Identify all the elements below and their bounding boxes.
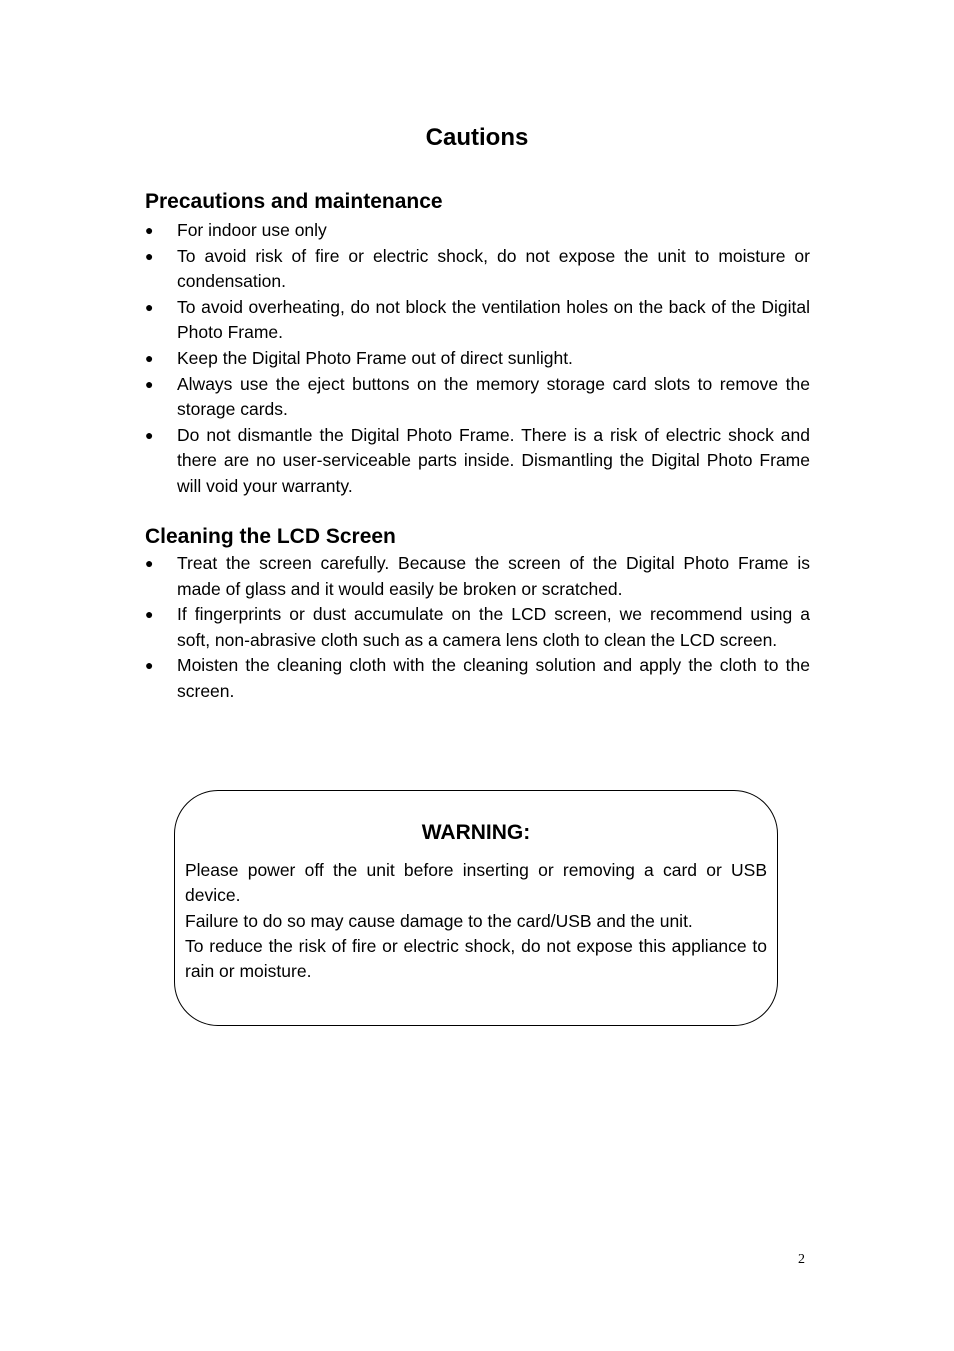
cleaning-list [145, 551, 810, 705]
warning-line: Failure to do so may cause damage to the card/USB and the unit. [185, 910, 693, 931]
warning-box [174, 790, 778, 1026]
section-heading-cleaning: Cleaning the LCD Screen [145, 525, 396, 548]
list-item [145, 423, 810, 500]
bullet-icon: ● [145, 555, 154, 571]
list-item [145, 653, 810, 704]
bullet-icon: ● [145, 375, 154, 392]
list-item-text: Moisten the cleaning cloth with the cleaning solution and apply the cloth to the screen. [177, 655, 810, 701]
list-item-text: Keep the Digital Photo Frame out of direct sunlight. [177, 347, 573, 368]
list-item [145, 244, 810, 295]
bullet-icon: ● [145, 298, 154, 315]
list-item [145, 218, 810, 244]
list-item-text: If fingerprints or dust accumulate on the LCD screen, we recommend using a soft, non-abrasive cloth such as a camera lens cloth to clean the LCD screen. [177, 604, 810, 650]
list-item-text: To avoid overheating, do not block the ventilation holes on the back of the Digital Photo Frame. [177, 296, 810, 343]
warning-line: Please power off the unit before inserting or removing a card or USB device. [185, 860, 767, 906]
bullet-icon: ● [145, 222, 154, 238]
list-item [145, 372, 810, 423]
bullet-icon: ● [145, 426, 154, 443]
list-item [145, 295, 810, 346]
bullet-icon: ● [145, 606, 154, 623]
list-item-text: Do not dismantle the Digital Photo Frame. There is a risk of electric shock and there are no user-serviceable parts inside. Dismantling the Digital Photo Frame will void your warranty. [177, 424, 810, 496]
page-title: Cautions [425, 124, 529, 151]
warning-title: WARNING: [421, 821, 531, 844]
list-item-text: For indoor use only [177, 220, 327, 240]
bullet-icon: ● [145, 349, 154, 366]
list-item [145, 346, 810, 372]
list-item [145, 602, 810, 653]
list-item-text: Always use the eject buttons on the memory storage card slots to remove the storage cards. [177, 373, 810, 420]
list-item [145, 551, 810, 602]
bullet-icon: ● [145, 657, 154, 674]
warning-text [185, 858, 767, 984]
warning-line: To reduce the risk of fire or electric shock, do not expose this appliance to rain or moisture. [185, 935, 767, 982]
bullet-icon: ● [145, 247, 154, 264]
list-item-text: To avoid risk of fire or electric shock, do not expose the unit to moisture or condensation. [177, 245, 810, 292]
page-number: 2 [798, 1252, 805, 1267]
precautions-list [145, 218, 810, 500]
section-heading-precautions: Precautions and maintenance [145, 190, 443, 213]
list-item-text: Treat the screen carefully. Because the screen of the Digital Photo Frame is made of glass and it would easily be broken or scratched. [177, 553, 810, 599]
